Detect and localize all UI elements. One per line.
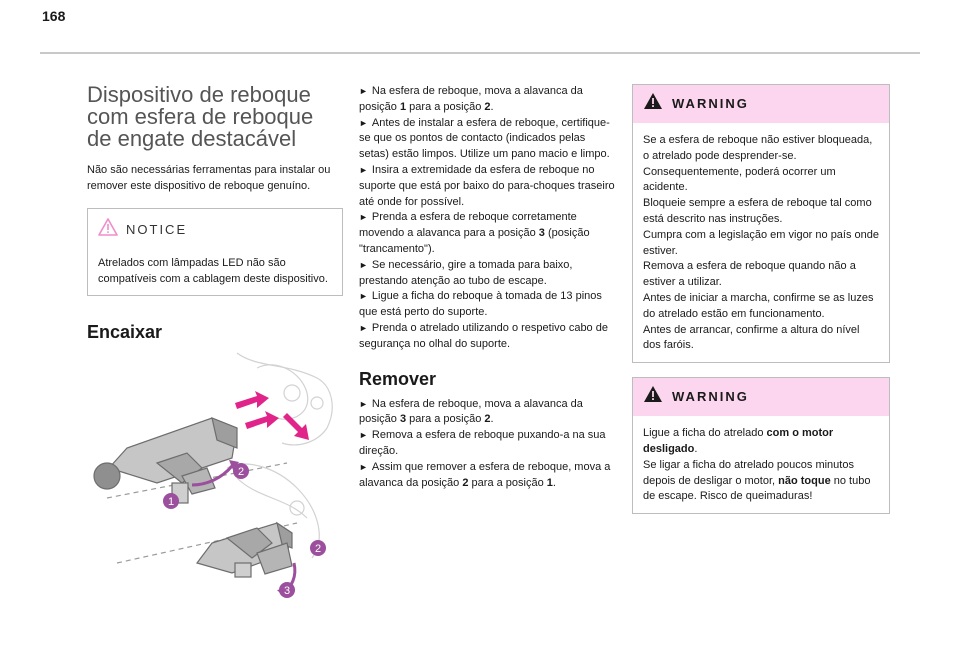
step-item: ► Prenda a esfera de reboque corretamente movendo a alavanca para a posição 3 (posição "trancamento"). — [359, 211, 590, 255]
notice-box — [87, 208, 343, 296]
warning-line: Antes de iniciar a marcha, confirme se as luzes do atrelado estão em funcionamento. — [643, 291, 874, 320]
position-badge-3 — [279, 582, 295, 598]
section-title: Dispositivo de reboque com esfera de reboque de engate destacável — [87, 82, 314, 151]
svg-text:3: 3 — [283, 585, 291, 597]
bullet-arrow-icon: ► — [359, 86, 368, 96]
heading-encaixar: Encaixar — [87, 322, 163, 342]
warning-line: Cumpra com a legislação em vigor no país onde estiver. — [643, 228, 880, 257]
warning-label: WARNING — [672, 96, 749, 111]
warning-line: Ligue a ficha do atrelado com o motor desligado. — [643, 427, 834, 455]
position-badge-2 — [233, 463, 249, 479]
warning-text — [633, 123, 889, 362]
column-2 — [359, 84, 617, 491]
notice-header — [88, 209, 342, 249]
warning-box — [632, 84, 890, 363]
step-item: ► Ligue a ficha do reboque à tomada de 13 pinos que está perto do suporte. — [359, 290, 602, 319]
warning-triangle-icon — [643, 385, 663, 408]
step-item: ► Antes de instalar a esfera de reboque, certifique-se que os pontos de contacto (indicados pelas setas) estão limpos. Utilize um pano macio e limpo. — [359, 116, 610, 161]
step-item: ► Se necessário, gire a tomada para baixo, prestando atenção ao tubo de escape. — [359, 258, 573, 287]
bullet-arrow-icon: ► — [359, 164, 368, 175]
warning-header — [633, 85, 889, 123]
svg-text:2: 2 — [237, 466, 245, 478]
step-item: ► Assim que remover a esfera de reboque, mova a alavanca da posição 2 para a posição 1. — [359, 460, 611, 489]
bullet-arrow-icon: ► — [359, 430, 368, 441]
warning-box-2 — [632, 377, 890, 514]
warning-line: Remova a esfera de reboque quando não a estiver a utilizar. — [643, 260, 856, 289]
encaixar-steps — [359, 84, 617, 353]
header-rule — [40, 52, 920, 54]
svg-text:2: 2 — [314, 543, 322, 555]
page-number: 168 — [42, 8, 66, 24]
warning-triangle-icon — [643, 92, 663, 115]
warning-line: Se a esfera de reboque não estiver bloqueada, o atrelado pode desprender-se. Consequentemente, poderá ocorrer um acidente. — [643, 134, 873, 194]
column-3 — [632, 84, 890, 514]
column-1 — [87, 84, 343, 600]
warning-line: Bloqueie sempre a esfera de reboque tal como está descrito nas instruções. — [643, 197, 872, 225]
warning-line: Antes de arrancar, confirme a altura do nível dos faróis. — [643, 323, 860, 352]
bullet-arrow-icon: ► — [359, 117, 368, 128]
svg-text:1: 1 — [167, 496, 175, 508]
remover-steps — [359, 397, 617, 492]
notice-text: Atrelados com lâmpadas LED não são compatíveis com a cablagem deste dispositivo. — [98, 257, 328, 285]
position-badge-1 — [163, 493, 179, 509]
bullet-arrow-icon: ► — [359, 398, 368, 409]
notice-triangle-icon — [98, 218, 118, 241]
step-item: ► Na esfera de reboque, mova a alavanca da posição 1 para a posição 2. — [359, 85, 583, 113]
warning-text — [633, 416, 889, 513]
bullet-arrow-icon: ► — [359, 259, 368, 270]
bullet-arrow-icon: ► — [359, 212, 368, 223]
step-item: ► Prenda o atrelado utilizando o respetivo cabo de segurança no olhal do suporte. — [359, 321, 608, 350]
warning-label: WARNING — [672, 389, 749, 405]
step-item: ► Insira a extremidade da esfera de reboque no suporte que está por baixo do para-choques traseiro até onde for possível. — [359, 163, 615, 208]
warning-line: Se ligar a ficha do atrelado poucos minutos depois de desligar o motor, não toque no tubo de escape. Risco de queimaduras! — [643, 458, 871, 503]
heading-remover: Remover — [359, 368, 437, 389]
notice-label: NOTICE — [126, 222, 188, 237]
step-item: ► Remova a esfera de reboque puxando-a na sua direção. — [359, 429, 606, 457]
step-item: ► Na esfera de reboque, mova a alavanca da posição 3 para a posição 2. — [359, 397, 583, 426]
bullet-arrow-icon: ► — [359, 291, 368, 302]
warning-header — [633, 378, 889, 416]
position-badge-2-lower — [310, 540, 326, 556]
bullet-arrow-icon: ► — [359, 461, 368, 472]
tow-ball-illustration — [87, 348, 343, 600]
intro-paragraph: Não são necessárias ferramentas para instalar ou remover este dispositivo de reboque genuíno. — [87, 164, 331, 192]
bullet-arrow-icon: ► — [359, 322, 368, 333]
